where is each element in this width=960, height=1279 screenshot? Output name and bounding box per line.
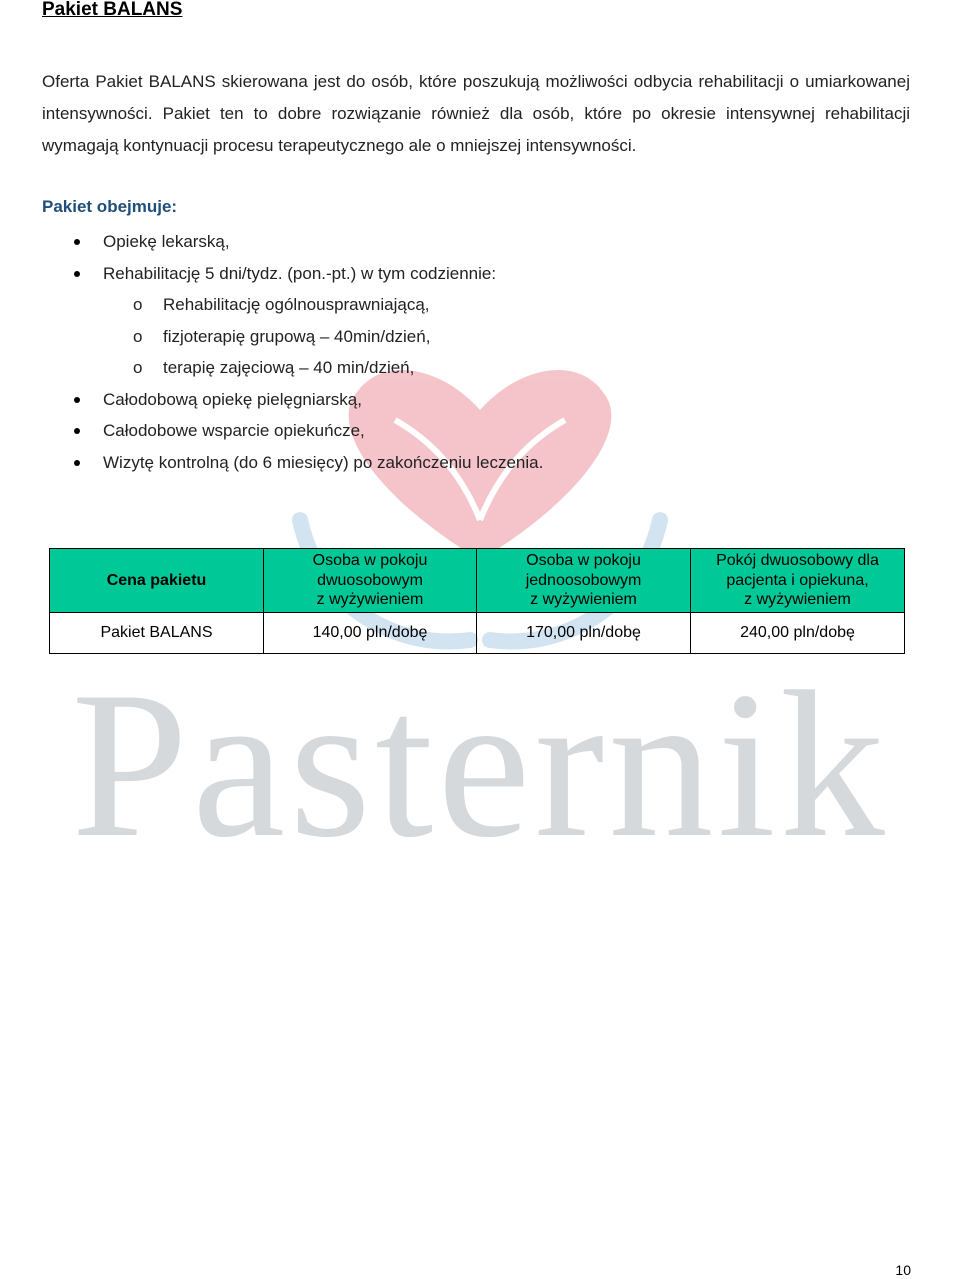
header-line: Osoba w pokoju [526, 552, 641, 570]
header-line: Osoba w pokoju [312, 552, 428, 570]
list-item [0, 447, 960, 479]
list-item [0, 258, 960, 290]
package-name-cell: Pakiet BALANS [50, 613, 264, 654]
bullet-dot-icon [74, 460, 80, 466]
page-number: 10 [895, 1262, 911, 1278]
header-line: Pokój dwuosobowy dla [716, 552, 879, 570]
list-item [0, 415, 960, 447]
price-table-header-cell [50, 549, 264, 613]
intro-paragraph: Oferta Pakiet BALANS skierowana jest do osób, które poszukują możliwości odbycia rehabilitacji o umiarkowanej intensywności. Pakiet ten to dobre rozwiązanie również dla osób, które po okresie intensywnej rehabilitacji wymagają kontynuacji procesu terapeutycznego ale o mniejszej intensywności. [42, 72, 910, 155]
header-line: dwuosobowym [317, 571, 423, 589]
price-cell: 240,00 pln/dobę [691, 613, 905, 654]
price-table-header-cell [264, 549, 477, 613]
price-table-header-row [50, 549, 905, 613]
list-item-text: fizjoterapię grupową – 40min/dzień, [163, 326, 431, 346]
sub-list-item [0, 289, 960, 321]
price-cell: 140,00 pln/dobę [264, 613, 477, 654]
header-line: z wyżywieniem [744, 591, 851, 609]
list-item-text: Całodobowe wsparcie opiekuńcze, [103, 421, 365, 440]
list-item-text: Wizytę kontrolną (do 6 miesięcy) po zakończeniu leczenia. [103, 452, 544, 472]
list-item-text: Opiekę lekarską, [103, 232, 230, 251]
list-item [0, 384, 960, 416]
header-line: jednoosobowym [525, 571, 642, 589]
package-items-list [0, 226, 960, 478]
bullet-dot-icon [74, 397, 80, 403]
watermark-text: Pasternik [71, 649, 889, 881]
price-table-header-cell [477, 549, 691, 613]
header-line: z wyżywieniem [316, 591, 424, 609]
price-table-body [50, 613, 905, 654]
circle-bullet-icon: o [133, 295, 143, 314]
price-table-header-cell [691, 549, 905, 613]
circle-bullet-icon: o [133, 358, 143, 377]
list-item-text: Rehabilitację 5 dni/tydz. (pon.-pt.) w tym codziennie: [103, 263, 497, 283]
list-item-text: Rehabilitację ogólnousprawniającą, [163, 295, 430, 314]
includes-heading: Pakiet obejmuje: [42, 197, 178, 216]
sub-list-item [0, 321, 960, 353]
price-cell: 170,00 pln/dobę [477, 613, 691, 654]
bullet-dot-icon [74, 271, 80, 277]
list-item-text: Całodobową opiekę pielęgniarską, [103, 389, 362, 409]
sub-list-item [0, 352, 960, 384]
header-line: pacjenta i opiekuna, [726, 571, 869, 589]
header-line: Cena pakietu [106, 571, 207, 589]
bullet-dot-icon [74, 428, 80, 434]
bullet-dot-icon [74, 239, 80, 245]
list-item [0, 226, 960, 258]
circle-bullet-icon: o [133, 326, 143, 346]
table-row [50, 613, 905, 654]
price-table [49, 548, 905, 654]
page-title: Pakiet BALANS [42, 0, 183, 20]
list-item-text: terapię zajęciową – 40 min/dzień, [163, 358, 415, 377]
header-line: z wyżywieniem [530, 591, 637, 609]
